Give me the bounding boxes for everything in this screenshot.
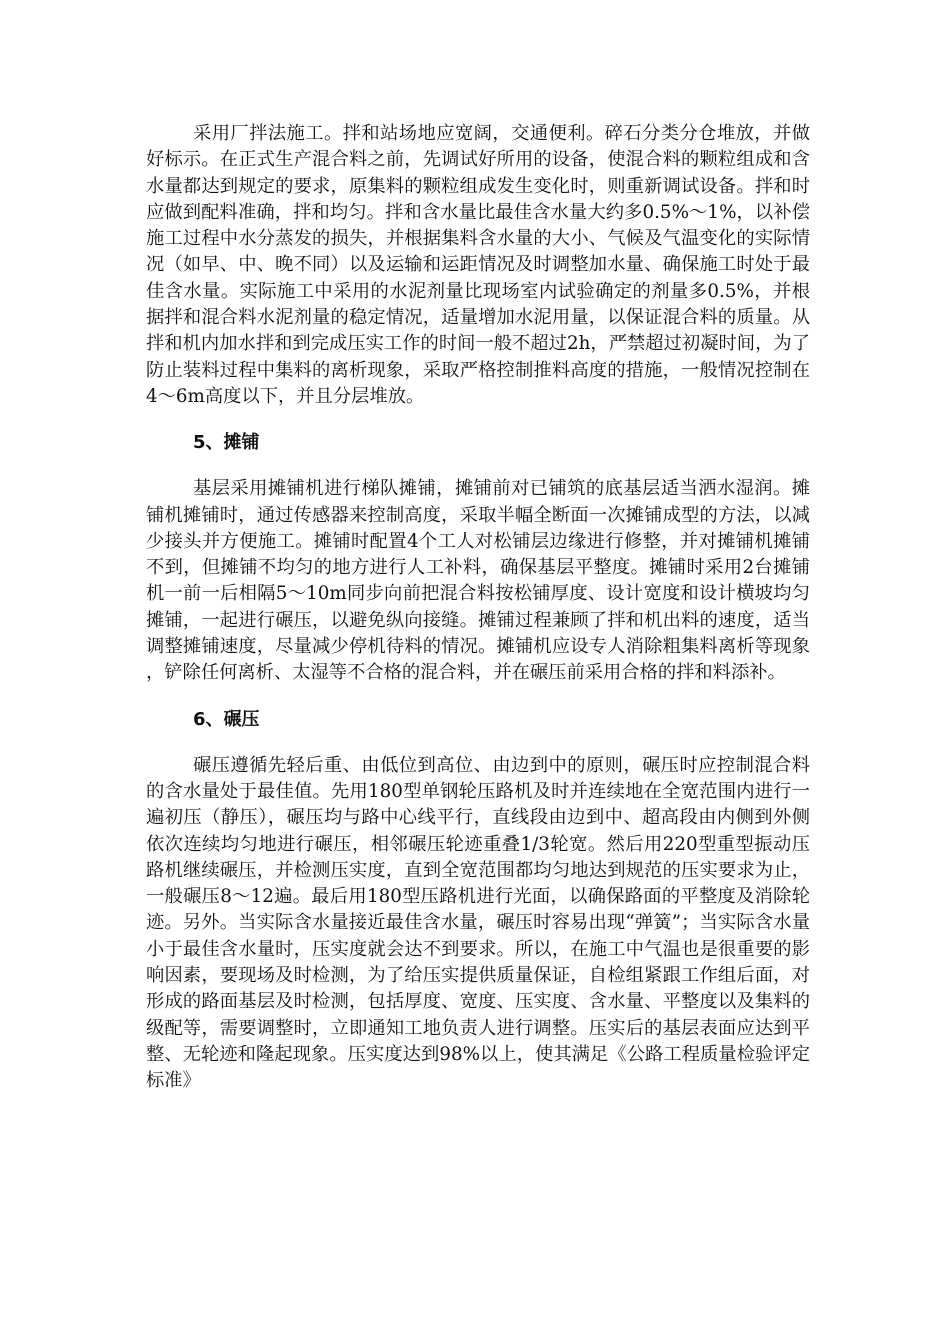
paragraph-mixing: 采用厂拌法施工。拌和站场地应宽阔，交通便利。碎石分类分仓堆放，并做好标示。在正式生产混合料之前，先调试好所用的设备，使混合料的颗粒组成和含水量都达到规定的要求，原集料的颗粒组成发生变化时，则重新调试设备。拌和时应做到配料准确，拌和均匀。拌和含水量比最佳含水量大约多0.5%～1%，以补偿施工过程中水分蒸发的损失，并根据集料含水量的大小、气候及气温变化的实际情况（如早、中、晚不同）以及运输和运距情况及时调整加水量、确保施工时处于最佳含水量。实际施工中采用的水泥剂量比现场室内试验确定的剂量多0.5%，并根据拌和混合料水泥剂量的稳定情况，适量增加水泥用量，以保证混合料的质量。从拌和机内加水拌和到完成压实工作的时间一般不超过2h，严禁超过初凝时间，为了防止装料过程中集料的离析现象，采取严格控制推料高度的措施，一般情况控制在4～6m高度以下，并且分层堆放。 [146, 123, 810, 407]
paragraph-paving: 基层采用摊铺机进行梯队摊铺，摊铺前对已铺筑的底基层适当洒水湿润。摊铺机摊铺时，通过传感器来控制高度，采取半幅全断面一次摊铺成型的方法，以减少接头并方便施工。摊铺时配置4个工人对松铺层边缘进行修整，并对摊铺机摊铺不到，但摊铺不均匀的地方进行人工补料，确保基层平整度。摊铺时采用2台摊铺机一前一后相隔5～10m同步向前把混合料按松铺厚度、设计宽度和设计横坡均匀摊铺，一起进行碾压，以避免纵向接缝。摊铺过程兼顾了拌和机出料的速度，适当调整摊铺速度，尽量减少停机待料的情况。摊铺机应设专人消除粗集料离析等现象，铲除任何离析、太湿等不合格的混合料，并在碾压前采用合格的拌和料添补。 [146, 478, 810, 684]
section-heading-paving: 5、摊铺 [193, 432, 260, 454]
document-page [146, 121, 810, 1095]
section-heading-rolling: 6、碾压 [193, 708, 260, 730]
paragraph-rolling: 碾压遵循先轻后重、由低位到高位、由边到中的原则，碾压时应控制混合料的含水量处于最佳值。先用180型单钢轮压路机及时并连续地在全宽范围内进行一遍初压（静压），碾压均与路中心线平行，直线段由边到中、超高段由内侧到外侧依次连续均匀地进行碾压，相邻碾压轮迹重叠1/3轮宽。然后用220型重型振动压路机继续碾压，并检测压实度，直到全宽范围都均匀地达到规范的压实要求为止，一般碾压8～12遍。最后用180型压路机进行光面，以确保路面的平整度及消除轮迹。另外。当实际含水量接近最佳含水量，碾压时容易出现“弹簧”；当实际含水量小于最佳含水量时，压实度就会达不到要求。所以，在施工中气温也是很重要的影响因素，要现场及时检测，为了给压实提供质量保证，自检组紧跟工作组后面，对形成的路面基层及时检测，包括厚度、宽度、压实度、含水量、平整度以及集料的级配等，需要调整时，立即通知工地负责人进行调整。压实后的基层表面应达到平整、无轮迹和隆起现象。压实度达到98%以上，使其满足《公路工程质量检验评定标准》 [146, 754, 810, 1092]
